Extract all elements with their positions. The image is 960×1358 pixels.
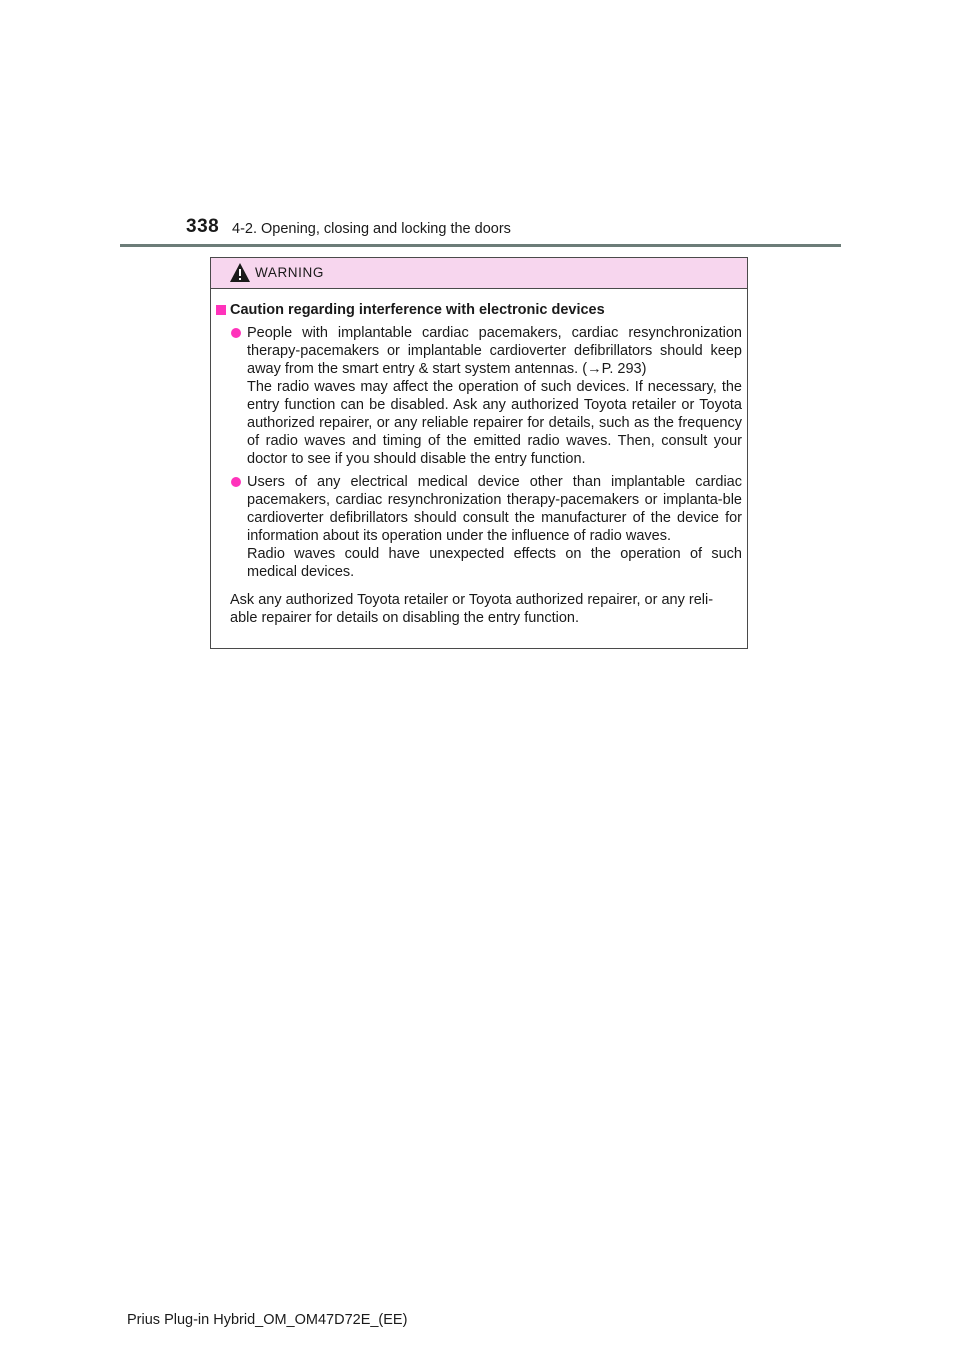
closing-line: Ask any authorized Toyota retailer or Toyota authorized repairer, or any reli- [230, 592, 714, 608]
section-title: 4-2. Opening, closing and locking the doors [232, 221, 511, 237]
warning-label: WARNING [255, 265, 324, 280]
round-bullet-icon [231, 477, 241, 487]
item-paragraph: Users of any electrical medical device other than implantable cardiac pacemakers, cardiac resynchronization therapy-pacemakers or implanta-ble cardioverter defibrillators should consult the manufacturer of the device for information about its operation under the influence of radio waves. [247, 474, 742, 544]
item-paragraph: The radio waves may affect the operation of such devices. If necessary, the entry function can be disabled. Ask any authorized Toyota retailer or Toyota authorized repairer, or any reliable repairer for details, such as the frequency of radio waves and timing of the emitted radio waves. Then, consult your doctor to see if you should disable the entry function. [247, 379, 742, 467]
square-bullet-icon [216, 305, 226, 315]
page-number: 338 [186, 216, 220, 237]
warning-box [210, 257, 748, 649]
item-paragraph: Radio waves could have unexpected effects on the operation of such medical devices. [247, 546, 742, 580]
warning-body [211, 289, 747, 627]
round-bullet-icon [231, 328, 241, 338]
warning-subheading [216, 301, 742, 319]
warning-header [211, 258, 747, 289]
list-item-text [247, 324, 742, 468]
footer-document-id: Prius Plug-in Hybrid_OM_OM47D72E_(EE) [127, 1312, 408, 1328]
list-item [216, 324, 742, 468]
subheading-text: Caution regarding interference with electronic devices [230, 302, 605, 318]
header-rule [120, 244, 841, 247]
list-item [216, 473, 742, 581]
list-item-text [247, 473, 742, 581]
warning-triangle-icon [229, 262, 251, 283]
closing-line: able repairer for details on disabling the entry function. [230, 610, 580, 626]
closing-note [230, 591, 742, 627]
item-paragraph: People with implantable cardiac pacemakers, cardiac resynchronization therapy-pacemakers or implantable cardioverter defibrillators should keep away from the smart entry & start system antennas. (→P. 293) [247, 325, 742, 377]
